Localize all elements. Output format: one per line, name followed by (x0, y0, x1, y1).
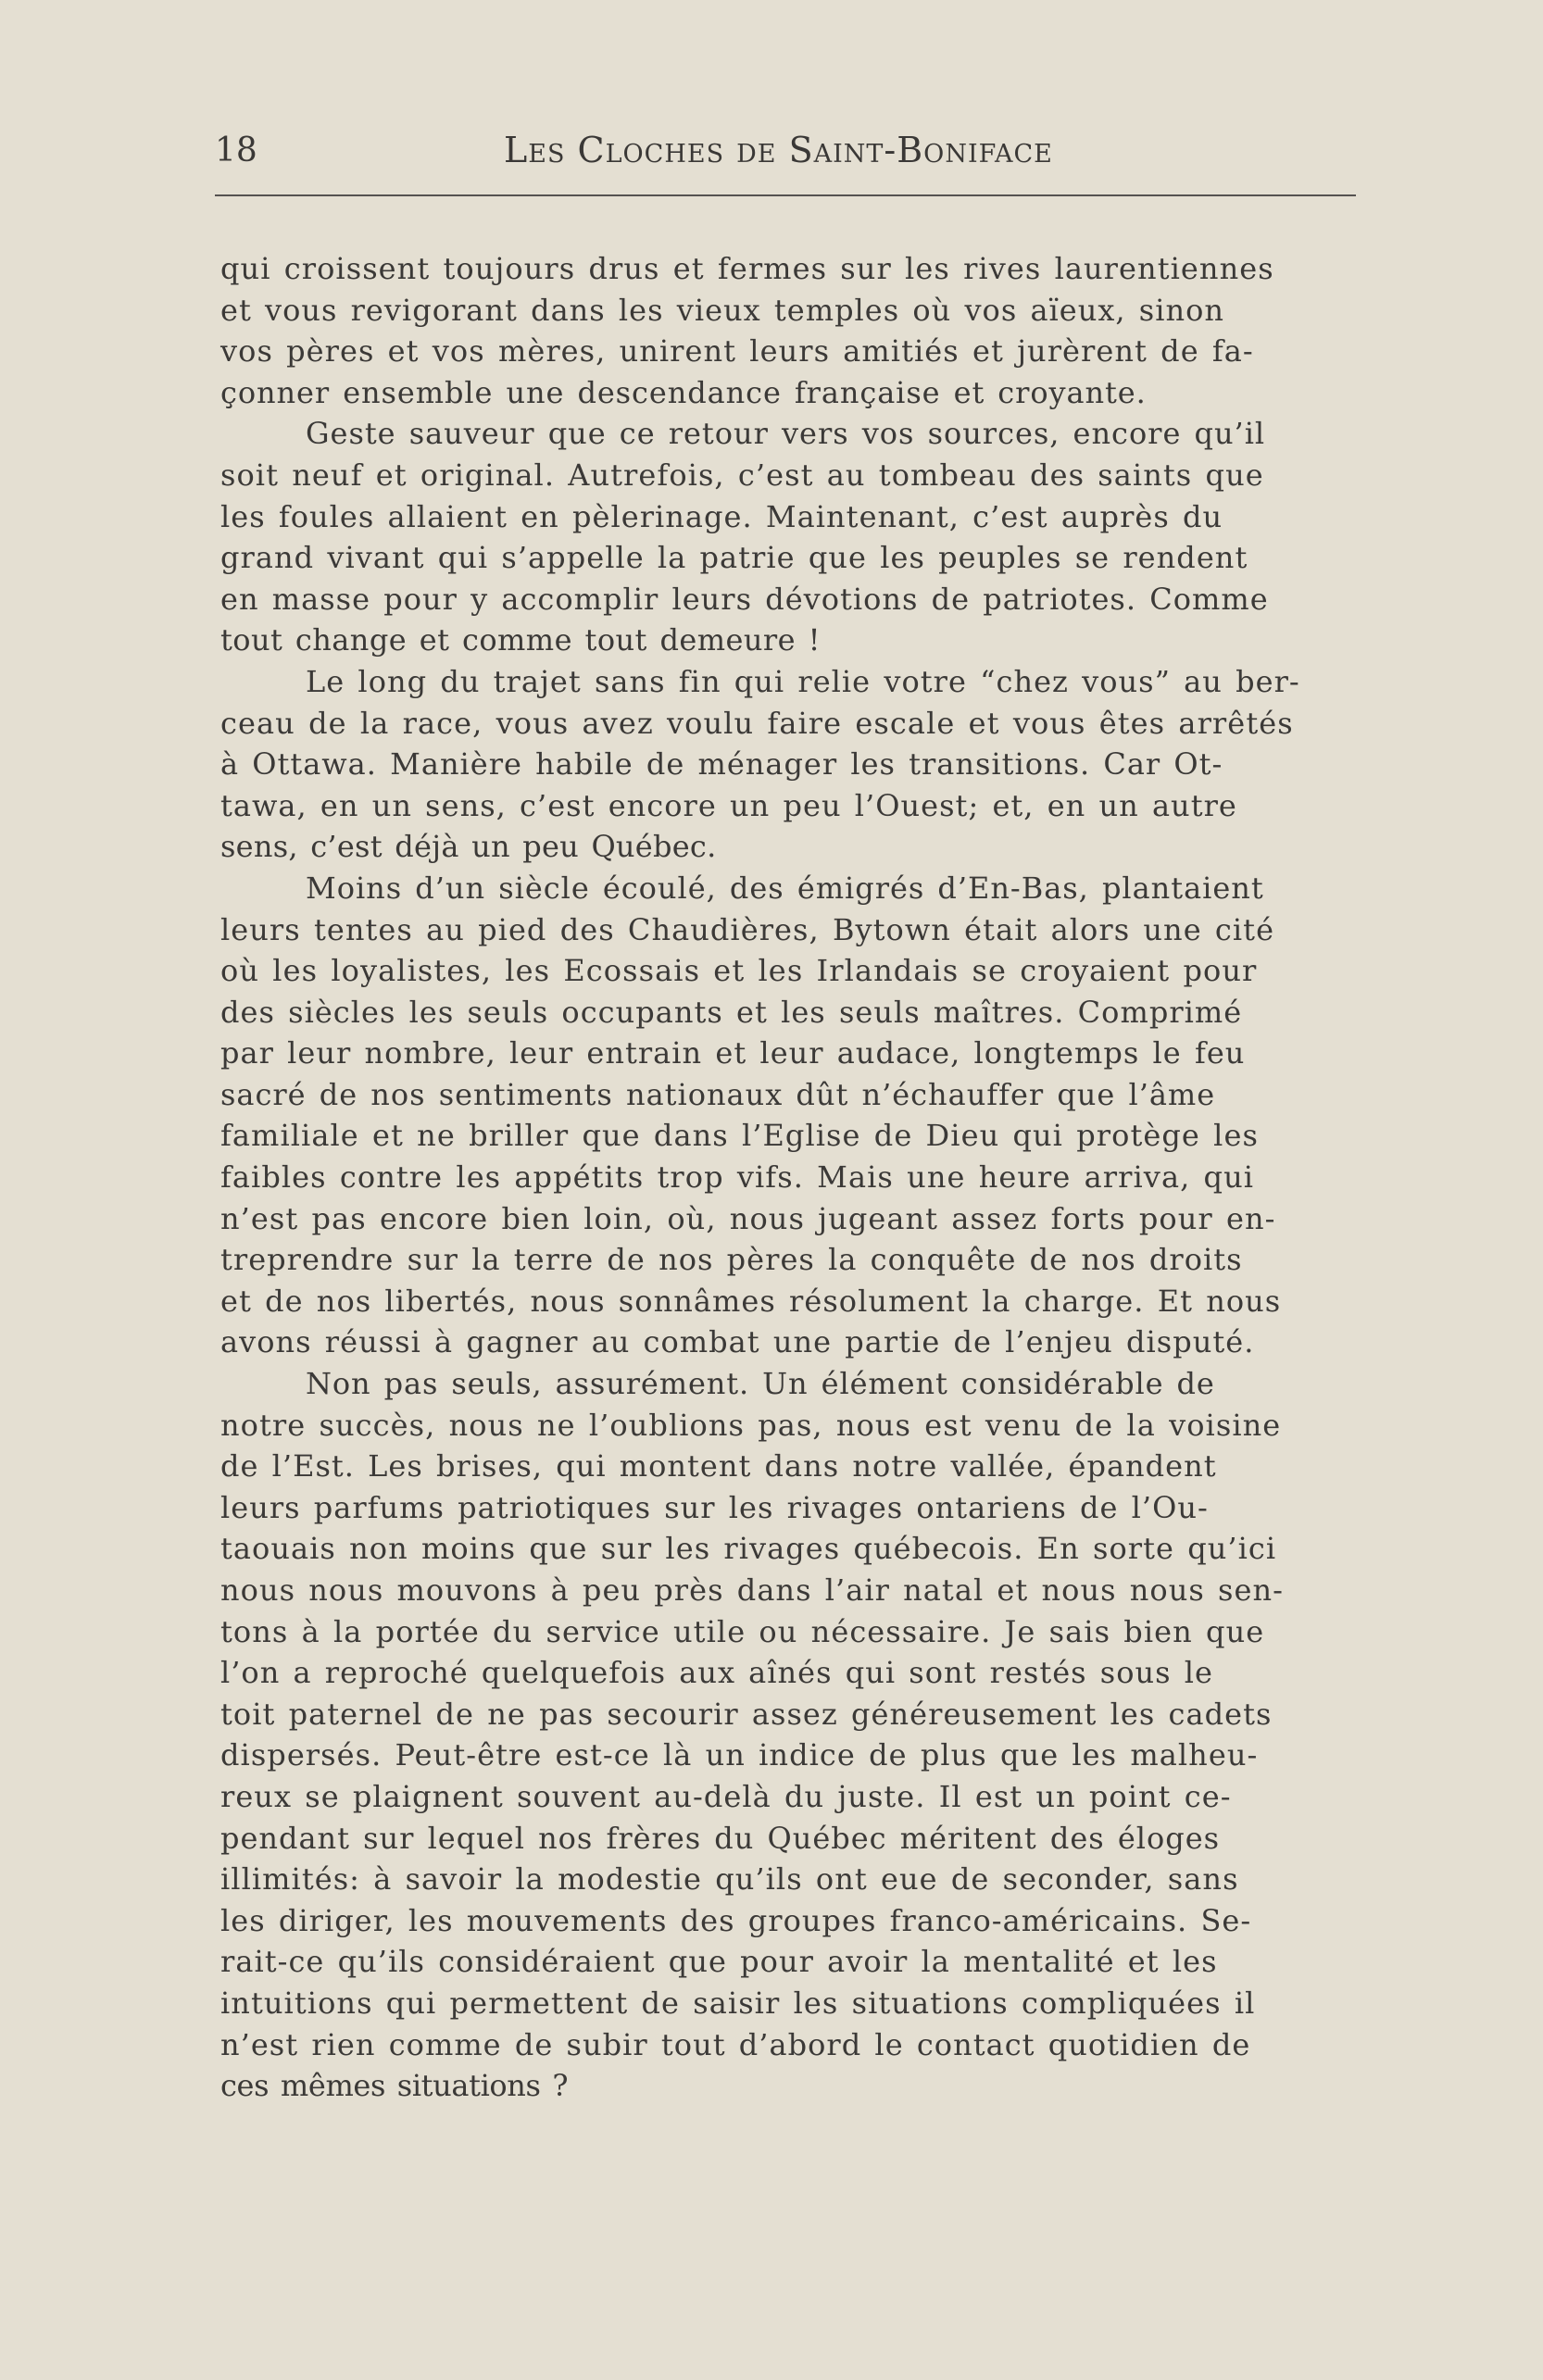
text-line: à Ottawa. Manière habile de ménager les transitions. Car Ot- (220, 746, 1223, 783)
text-line: n’est rien comme de subir tout d’abord le contact quotidien de (220, 2026, 1251, 2062)
text-line: soit neuf et original. Autrefois, c’est au tombeau des saints que (220, 457, 1264, 493)
text-line: familiale et ne briller que dans l’Eglise de Dieu qui protège les (220, 1118, 1259, 1154)
page-header (215, 126, 1356, 182)
text-line: qui croissent toujours drus et fermes sur les rives laurentiennes (220, 251, 1274, 286)
text-line: et vous revigorant dans les vieux temples où vos aïeux, sinon (220, 292, 1225, 328)
text-line: rait-ce qu’ils considéraient que pour avoir la mentalité et les (220, 1944, 1218, 1980)
text-line: les diriger, les mouvements des groupes franco-américains. Se- (220, 1902, 1252, 1938)
text-line: les foules allaient en pèlerinage. Maintenant, c’est auprès du (220, 498, 1223, 534)
text-line: Geste sauveur que ce retour vers vos sources, encore qu’il (306, 416, 1266, 452)
text-line: des siècles les seuls occupants et les seuls maîtres. Comprimé (220, 994, 1243, 1030)
text-line: taouais non moins que sur les rivages québecois. En sorte qu’ici (220, 1531, 1277, 1567)
text-line: toit paternel de ne pas secourir assez généreusement les cadets (220, 1696, 1273, 1732)
text-line: treprendre sur la terre de nos pères la conquête de nos droits (220, 1242, 1243, 1278)
header-rule (215, 194, 1356, 196)
page-number: 18 (215, 132, 257, 169)
text-line: Non pas seuls, assurément. Un élément considérable de (306, 1366, 1215, 1402)
text-line: Moins d’un siècle écoulé, des émigrés d’En-Bas, plantaient (306, 870, 1264, 906)
text-line: illimités: à savoir la modestie qu’ils ont eue de seconder, sans (220, 1861, 1239, 1898)
text-line: sens, c’est déjà un peu Québec. (220, 829, 717, 865)
text-line: par leur nombre, leur entrain et leur audace, longtemps le feu (220, 1035, 1246, 1071)
text-line: leurs tentes au pied des Chaudières, Bytown était alors une cité (220, 911, 1275, 947)
text-line: leurs parfums patriotiques sur les rivages ontariens de l’Ou- (220, 1489, 1209, 1525)
body-text (220, 248, 1406, 2107)
text-line: ceau de la race, vous avez voulu faire escale et vous êtes arrêtés (220, 705, 1294, 741)
text-line: nous nous mouvons à peu près dans l’air natal et nous nous sen- (220, 1572, 1284, 1608)
text-line: grand vivant qui s’appelle la patrie que les peuples se rendent (220, 540, 1248, 576)
text-line: tons à la portée du service utile ou nécessaire. Je sais bien que (220, 1613, 1265, 1649)
text-line: vos pères et vos mères, unirent leurs amitiés et jurèrent de fa- (220, 333, 1254, 370)
text-line: dispersés. Peut-être est-ce là un indice de plus que les malheu- (220, 1737, 1259, 1773)
text-line: de l’Est. Les brises, qui montent dans notre vallée, épandent (220, 1448, 1217, 1484)
text-line: et de nos libertés, nous sonnâmes résolument la charge. Et nous (220, 1283, 1282, 1319)
text-line: pendant sur lequel nos frères du Québec méritent des éloges (220, 1820, 1221, 1856)
running-title: Les Cloches de Saint-Boniface (504, 130, 1053, 170)
text-line: faibles contre les appétits trop vifs. Mais une heure arriva, qui (220, 1159, 1255, 1196)
text-line: en masse pour y accomplir leurs dévotions de patriotes. Comme (220, 581, 1269, 617)
text-line: çonner ensemble une descendance française et croyante. (220, 374, 1147, 410)
text-line: où les loyalistes, les Ecossais et les Irlandais se croyaient pour (220, 953, 1258, 989)
text-line: ces mêmes situations ? (220, 2068, 569, 2104)
text-line: Le long du trajet sans fin qui relie votre “chez vous” au ber- (306, 663, 1300, 699)
text-line: avons réussi à gagner au combat une partie de l’enjeu disputé. (220, 1324, 1255, 1360)
text-line: l’on a reproché quelquefois aux aînés qui sont restés sous le (220, 1655, 1213, 1691)
text-line: intuitions qui permettent de saisir les situations compliquées il (220, 1985, 1256, 2021)
text-line: sacré de nos sentiments nationaux dût n’échauffer que l’âme (220, 1076, 1216, 1112)
text-line: tawa, en un sens, c’est encore un peu l’Ouest; et, en un autre (220, 787, 1237, 823)
text-line: tout change et comme tout demeure ! (220, 622, 821, 658)
text-line: notre succès, nous ne l’oublions pas, nous est venu de la voisine (220, 1407, 1282, 1443)
text-line: reux se plaignent souvent au-delà du juste. Il est un point ce- (220, 1778, 1232, 1814)
text-line: n’est pas encore bien loin, où, nous jugeant assez forts pour en- (220, 1200, 1276, 1236)
